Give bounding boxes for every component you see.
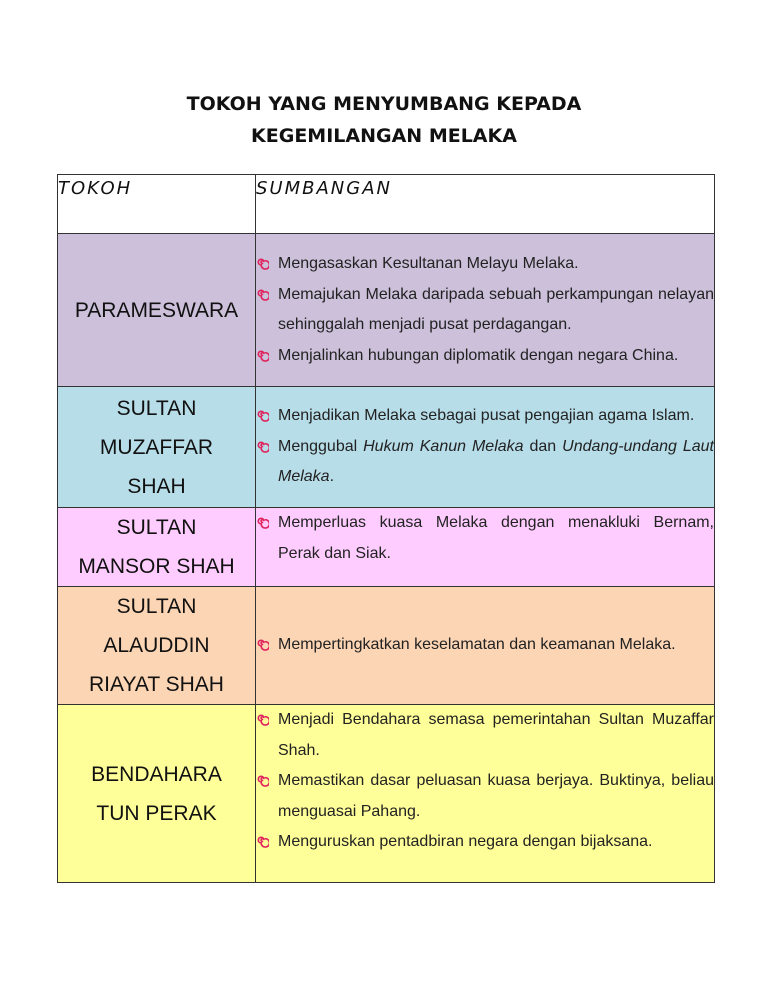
table-row	[58, 387, 715, 508]
list-item: Mempertingkatkan keselamatan dan keamanan Melaka.	[256, 630, 714, 661]
figure-name-line: BENDAHARA	[91, 762, 222, 786]
figure-name	[58, 705, 256, 883]
swirl-bullet-icon	[256, 440, 269, 453]
list-item: Mengasaskan Kesultanan Melayu Melaka.	[256, 249, 714, 280]
swirl-bullet-icon	[256, 774, 269, 787]
swirl-bullet-icon	[256, 638, 269, 651]
figure-name-line: ALAUDDIN	[103, 634, 210, 657]
list-item: Menguruskan pentadbiran negara dengan bijaksana.	[256, 827, 714, 858]
list-item: Menjadikan Melaka sebagai pusat pengajian agama Islam.	[256, 401, 714, 432]
contribution-cell	[256, 508, 715, 587]
table-row	[58, 705, 715, 883]
contribution-cell	[256, 705, 715, 883]
swirl-bullet-icon	[256, 288, 269, 301]
swirl-bullet-icon	[256, 835, 269, 848]
contribution-cell	[256, 587, 715, 705]
list-item: Menjadi Bendahara semasa pemerintahan Sultan Muzaffar Shah.	[256, 705, 714, 766]
figure-name	[58, 234, 256, 387]
list-item: Menggubal Hukum Kanun Melaka dan Undang-undang Laut Melaka.	[256, 432, 714, 493]
swirl-bullet-icon	[256, 349, 269, 362]
swirl-bullet-icon	[256, 257, 269, 270]
contribution-cell	[256, 234, 715, 387]
list-item: Memperluas kuasa Melaka dengan menakluki Bernam, Perak dan Siak.	[256, 508, 714, 569]
figure-name	[58, 508, 256, 587]
figure-name-line: SULTAN	[116, 516, 197, 539]
contributions-table	[57, 174, 715, 883]
swirl-bullet-icon	[256, 409, 269, 422]
title-line-1: TOKOH YANG MENYUMBANG KEPADA	[186, 93, 582, 115]
table-row	[58, 234, 715, 387]
list-item: Menjalinkan hubungan diplomatik dengan negara China.	[256, 341, 714, 372]
figure-name-line: SULTAN	[116, 595, 197, 618]
table-header-row	[58, 175, 715, 234]
header-tokoh: TOKOH	[58, 175, 256, 234]
table-row	[58, 508, 715, 587]
document-title	[0, 88, 768, 152]
figure-name-line: PARAMESWARA	[74, 298, 239, 322]
figure-name-line: MANSOR SHAH	[78, 555, 235, 578]
header-sumbangan: SUMBANGAN	[256, 175, 715, 234]
list-item: Memajukan Melaka daripada sebuah perkampungan nelayan sehinggalah menjadi pusat perdagangan.	[256, 280, 714, 341]
contribution-cell	[256, 387, 715, 508]
list-item: Memastikan dasar peluasan kuasa berjaya. Buktinya, beliau menguasai Pahang.	[256, 766, 714, 827]
swirl-bullet-icon	[256, 713, 269, 726]
figure-name-line: MUZAFFAR	[99, 435, 214, 459]
figure-name-line: SHAH	[127, 474, 186, 498]
figure-name	[58, 387, 256, 508]
swirl-bullet-icon	[256, 516, 269, 529]
figure-name-line: TUN PERAK	[96, 801, 217, 825]
title-line-2: KEGEMILANGAN MELAKA	[251, 125, 517, 147]
figure-name	[58, 587, 256, 705]
figure-name-line: RIAYAT SHAH	[89, 673, 224, 696]
figure-name-line: SULTAN	[116, 396, 197, 420]
table-row	[58, 587, 715, 705]
